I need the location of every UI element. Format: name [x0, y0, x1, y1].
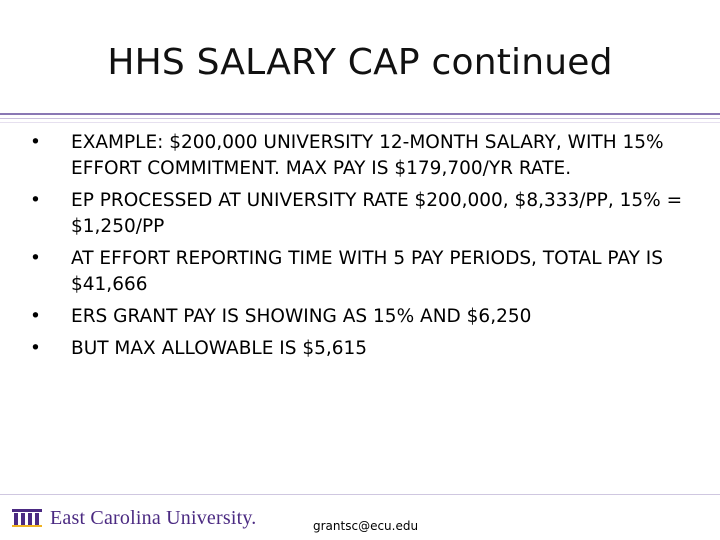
bullet-text: EP PROCESSED AT UNIVERSITY RATE $200,000, $8,333/PP, 15% = $1,250/PP [71, 190, 683, 237]
bullet-glyph: • [30, 132, 41, 153]
bullet-text: EXAMPLE: $200,000 UNIVERSITY 12-MONTH SALARY, WITH 15% EFFORT COMMITMENT. MAX PAY IS $179,700/YR RATE. [71, 132, 664, 179]
bullet-item [30, 336, 710, 362]
footer-email: grantsc@ecu.edu [313, 519, 419, 533]
footer-divider [0, 494, 720, 495]
ecu-logo [12, 505, 256, 531]
bullet-list [30, 130, 710, 368]
bullet-item [30, 188, 710, 240]
slide-title: HHS SALARY CAP continued [107, 42, 613, 83]
title-divider-tertiary [0, 122, 720, 123]
bullet-glyph: • [30, 190, 41, 211]
title-divider [0, 113, 720, 115]
bullet-item [30, 246, 710, 298]
bullet-glyph: • [30, 306, 41, 327]
logo-wordmark: East Carolina University. [50, 506, 257, 529]
bullet-text: AT EFFORT REPORTING TIME WITH 5 PAY PERIODS, TOTAL PAY IS $41,666 [71, 248, 663, 295]
bullet-glyph: • [30, 248, 41, 269]
bullet-item [30, 304, 710, 330]
bullet-glyph: • [30, 338, 41, 359]
bullet-text: ERS GRANT PAY IS SHOWING AS 15% AND $6,250 [71, 306, 532, 327]
bullet-item [30, 130, 710, 182]
title-divider-secondary [0, 118, 720, 119]
ecu-emblem-icon [12, 509, 42, 527]
bullet-text: BUT MAX ALLOWABLE IS $5,615 [71, 338, 368, 359]
